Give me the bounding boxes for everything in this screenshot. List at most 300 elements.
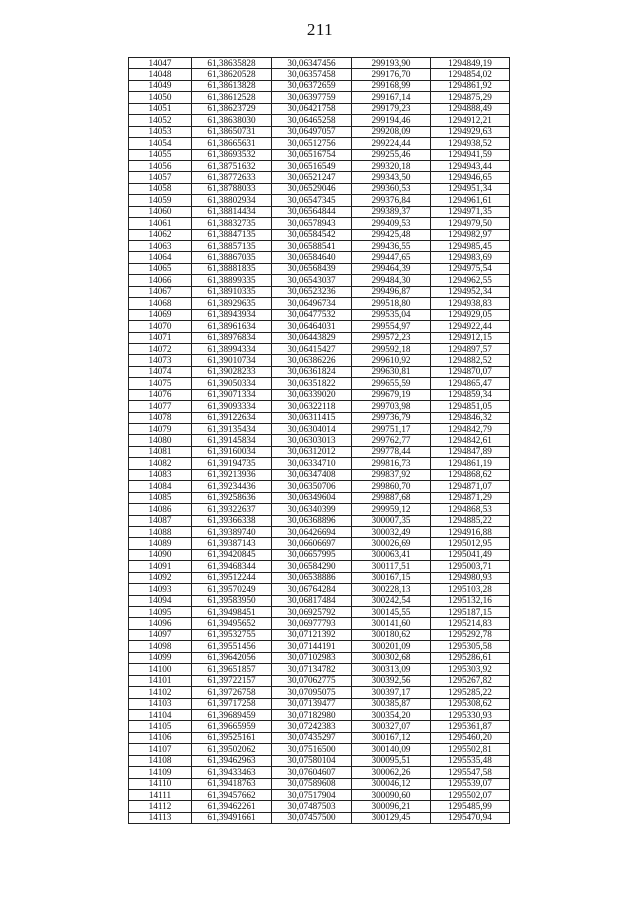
y-coordinate-cell: 1294842,61 [431,435,510,446]
y-coordinate-cell: 1295460,20 [431,732,510,743]
table-row [129,378,510,389]
point-number-cell: 14083 [129,469,192,480]
longitude-cell: 30,06584290 [272,561,352,572]
table-row [129,309,510,320]
point-number-cell: 14062 [129,229,192,240]
table-row [129,263,510,274]
x-coordinate-cell: 299703,98 [352,401,431,412]
x-coordinate-cell: 299837,92 [352,469,431,480]
point-number-cell: 14098 [129,641,192,652]
y-coordinate-cell: 1295214,83 [431,618,510,629]
x-coordinate-cell: 299320,18 [352,160,431,171]
table-row [129,744,510,755]
latitude-cell: 61,39495652 [192,618,272,629]
point-number-cell: 14050 [129,92,192,103]
latitude-cell: 61,38788033 [192,183,272,194]
latitude-cell: 61,38650731 [192,126,272,137]
latitude-cell: 61,39457662 [192,790,272,801]
latitude-cell: 61,39145834 [192,435,272,446]
longitude-cell: 30,06312012 [272,446,352,457]
table-row [129,812,510,823]
latitude-cell: 61,39194735 [192,458,272,469]
x-coordinate-cell: 299409,53 [352,218,431,229]
latitude-cell: 61,39389740 [192,526,272,537]
table-row [129,286,510,297]
x-coordinate-cell: 299484,30 [352,275,431,286]
y-coordinate-cell: 1294962,55 [431,275,510,286]
table-row [129,206,510,217]
longitude-cell: 30,07589608 [272,778,352,789]
x-coordinate-cell: 299436,55 [352,241,431,252]
point-number-cell: 14069 [129,309,192,320]
latitude-cell: 61,38635828 [192,58,272,69]
x-coordinate-cell: 299679,19 [352,389,431,400]
y-coordinate-cell: 1294882,52 [431,355,510,366]
latitude-cell: 61,38847135 [192,229,272,240]
point-number-cell: 14058 [129,183,192,194]
latitude-cell: 61,39583950 [192,595,272,606]
longitude-cell: 30,07102983 [272,652,352,663]
y-coordinate-cell: 1294849,19 [431,58,510,69]
y-coordinate-cell: 1294875,29 [431,92,510,103]
point-number-cell: 14059 [129,195,192,206]
longitude-cell: 30,07457500 [272,812,352,823]
x-coordinate-cell: 299389,37 [352,206,431,217]
x-coordinate-cell: 300313,09 [352,664,431,675]
point-number-cell: 14053 [129,126,192,137]
longitude-cell: 30,06334710 [272,458,352,469]
longitude-cell: 30,06588541 [272,241,352,252]
page-number: 211 [306,20,334,39]
longitude-cell: 30,06465258 [272,115,352,126]
latitude-cell: 61,38910335 [192,286,272,297]
longitude-cell: 30,07487503 [272,801,352,812]
table-row [129,641,510,652]
x-coordinate-cell: 299751,17 [352,424,431,435]
longitude-cell: 30,06426694 [272,526,352,537]
y-coordinate-cell: 1294851,05 [431,401,510,412]
longitude-cell: 30,06421758 [272,103,352,114]
y-coordinate-cell: 1294888,49 [431,103,510,114]
y-coordinate-cell: 1295535,48 [431,755,510,766]
x-coordinate-cell: 299343,50 [352,172,431,183]
y-coordinate-cell: 1294871,29 [431,492,510,503]
y-coordinate-cell: 1295041,49 [431,549,510,560]
x-coordinate-cell: 300228,13 [352,584,431,595]
y-coordinate-cell: 1294868,53 [431,504,510,515]
table-row [129,160,510,171]
x-coordinate-cell: 299860,70 [352,481,431,492]
x-coordinate-cell: 299193,90 [352,58,431,69]
x-coordinate-cell: 299208,09 [352,126,431,137]
latitude-cell: 61,38994334 [192,343,272,354]
x-coordinate-cell: 299194,46 [352,115,431,126]
latitude-cell: 61,38772633 [192,172,272,183]
table-row [129,229,510,240]
latitude-cell: 61,38693532 [192,149,272,160]
table-row [129,492,510,503]
latitude-cell: 61,39689459 [192,709,272,720]
x-coordinate-cell: 299572,23 [352,332,431,343]
point-number-cell: 14075 [129,378,192,389]
y-coordinate-cell: 1295285,22 [431,687,510,698]
y-coordinate-cell: 1294975,54 [431,263,510,274]
x-coordinate-cell: 299167,14 [352,92,431,103]
latitude-cell: 61,39570249 [192,584,272,595]
point-number-cell: 14090 [129,549,192,560]
longitude-cell: 30,06322118 [272,401,352,412]
x-coordinate-cell: 300392,56 [352,675,431,686]
x-coordinate-cell: 299464,39 [352,263,431,274]
x-coordinate-cell: 300117,51 [352,561,431,572]
latitude-cell: 61,38612528 [192,92,272,103]
table-row [129,732,510,743]
latitude-cell: 61,38867035 [192,252,272,263]
x-coordinate-cell: 300063,41 [352,549,431,560]
y-coordinate-cell: 1295292,78 [431,629,510,640]
longitude-cell: 30,06349604 [272,492,352,503]
table-row [129,138,510,149]
latitude-cell: 61,39726758 [192,687,272,698]
x-coordinate-cell: 300167,12 [352,732,431,743]
latitude-cell: 61,38976834 [192,332,272,343]
table-row [129,458,510,469]
point-number-cell: 14097 [129,629,192,640]
point-number-cell: 14095 [129,607,192,618]
longitude-cell: 30,06496734 [272,298,352,309]
longitude-cell: 30,06564844 [272,206,352,217]
x-coordinate-cell: 299592,18 [352,343,431,354]
latitude-cell: 61,38638030 [192,115,272,126]
y-coordinate-cell: 1294871,07 [431,481,510,492]
point-number-cell: 14067 [129,286,192,297]
y-coordinate-cell: 1294912,21 [431,115,510,126]
point-number-cell: 14108 [129,755,192,766]
y-coordinate-cell: 1294929,63 [431,126,510,137]
table-row [129,389,510,400]
x-coordinate-cell: 300385,87 [352,698,431,709]
point-number-cell: 14111 [129,790,192,801]
x-coordinate-cell: 299554,97 [352,321,431,332]
x-coordinate-cell: 299816,73 [352,458,431,469]
table-row [129,172,510,183]
longitude-cell: 30,07517904 [272,790,352,801]
point-number-cell: 14104 [129,709,192,720]
point-number-cell: 14049 [129,80,192,91]
y-coordinate-cell: 1294971,35 [431,206,510,217]
latitude-cell: 61,38665631 [192,138,272,149]
point-number-cell: 14096 [129,618,192,629]
y-coordinate-cell: 1294912,15 [431,332,510,343]
y-coordinate-cell: 1294885,22 [431,515,510,526]
longitude-cell: 30,07144191 [272,641,352,652]
y-coordinate-cell: 1294861,19 [431,458,510,469]
longitude-cell: 30,06543037 [272,275,352,286]
x-coordinate-cell: 300201,09 [352,641,431,652]
point-number-cell: 14086 [129,504,192,515]
table-row [129,80,510,91]
latitude-cell: 61,39093334 [192,401,272,412]
longitude-cell: 30,07516500 [272,744,352,755]
x-coordinate-cell: 300026,69 [352,538,431,549]
point-number-cell: 14089 [129,538,192,549]
latitude-cell: 61,39135434 [192,424,272,435]
y-coordinate-cell: 1294946,65 [431,172,510,183]
longitude-cell: 30,06516754 [272,149,352,160]
x-coordinate-cell: 300007,35 [352,515,431,526]
latitude-cell: 61,39525161 [192,732,272,743]
point-number-cell: 14074 [129,366,192,377]
y-coordinate-cell: 1294941,59 [431,149,510,160]
x-coordinate-cell: 300145,55 [352,607,431,618]
table-row [129,549,510,560]
y-coordinate-cell: 1294929,05 [431,309,510,320]
x-coordinate-cell: 299360,53 [352,183,431,194]
y-coordinate-cell: 1294870,07 [431,366,510,377]
longitude-cell: 30,06764284 [272,584,352,595]
point-number-cell: 14103 [129,698,192,709]
latitude-cell: 61,38899335 [192,275,272,286]
point-number-cell: 14088 [129,526,192,537]
latitude-cell: 61,39420845 [192,549,272,560]
table-row [129,481,510,492]
y-coordinate-cell: 1294842,79 [431,424,510,435]
table-row [129,687,510,698]
y-coordinate-cell: 1295485,99 [431,801,510,812]
longitude-cell: 30,06311415 [272,412,352,423]
longitude-cell: 30,06350706 [272,481,352,492]
x-coordinate-cell: 299176,70 [352,69,431,80]
table-row [129,595,510,606]
point-number-cell: 14113 [129,812,192,823]
point-number-cell: 14057 [129,172,192,183]
table-row [129,218,510,229]
point-number-cell: 14105 [129,721,192,732]
y-coordinate-cell: 1294847,89 [431,446,510,457]
point-number-cell: 14102 [129,687,192,698]
latitude-cell: 61,39462963 [192,755,272,766]
latitude-cell: 61,38943934 [192,309,272,320]
x-coordinate-cell: 299376,84 [352,195,431,206]
table-row [129,115,510,126]
table-row [129,709,510,720]
y-coordinate-cell: 1294922,44 [431,321,510,332]
longitude-cell: 30,06584640 [272,252,352,263]
x-coordinate-cell: 300129,45 [352,812,431,823]
longitude-cell: 30,07062775 [272,675,352,686]
x-coordinate-cell: 300046,12 [352,778,431,789]
x-coordinate-cell: 299887,68 [352,492,431,503]
longitude-cell: 30,06547345 [272,195,352,206]
longitude-cell: 30,06372659 [272,80,352,91]
table-row [129,618,510,629]
coordinate-table-container [128,57,509,824]
point-number-cell: 14082 [129,458,192,469]
y-coordinate-cell: 1295267,82 [431,675,510,686]
y-coordinate-cell: 1294951,34 [431,183,510,194]
longitude-cell: 30,06584542 [272,229,352,240]
table-row [129,698,510,709]
longitude-cell: 30,06568439 [272,263,352,274]
table-row [129,343,510,354]
y-coordinate-cell: 1295502,07 [431,790,510,801]
table-row [129,652,510,663]
latitude-cell: 61,38802934 [192,195,272,206]
point-number-cell: 14066 [129,275,192,286]
latitude-cell: 61,38814434 [192,206,272,217]
point-number-cell: 14087 [129,515,192,526]
table-row [129,778,510,789]
y-coordinate-cell: 1294979,50 [431,218,510,229]
point-number-cell: 14051 [129,103,192,114]
latitude-cell: 61,39717258 [192,698,272,709]
latitude-cell: 61,39387143 [192,538,272,549]
point-number-cell: 14073 [129,355,192,366]
x-coordinate-cell: 300090,60 [352,790,431,801]
table-row [129,252,510,263]
latitude-cell: 61,39665959 [192,721,272,732]
point-number-cell: 14068 [129,298,192,309]
point-number-cell: 14076 [129,389,192,400]
y-coordinate-cell: 1295547,58 [431,767,510,778]
table-row [129,332,510,343]
longitude-cell: 30,07121392 [272,629,352,640]
table-row [129,412,510,423]
point-number-cell: 14047 [129,58,192,69]
longitude-cell: 30,07580104 [272,755,352,766]
latitude-cell: 61,39498451 [192,607,272,618]
longitude-cell: 30,06497057 [272,126,352,137]
point-number-cell: 14094 [129,595,192,606]
latitude-cell: 61,38857135 [192,241,272,252]
longitude-cell: 30,06977793 [272,618,352,629]
table-row [129,446,510,457]
latitude-cell: 61,39322637 [192,504,272,515]
point-number-cell: 14079 [129,424,192,435]
x-coordinate-cell: 299535,04 [352,309,431,320]
x-coordinate-cell: 299179,23 [352,103,431,114]
table-row [129,584,510,595]
longitude-cell: 30,07095075 [272,687,352,698]
point-number-cell: 14077 [129,401,192,412]
y-coordinate-cell: 1294961,61 [431,195,510,206]
y-coordinate-cell: 1295305,58 [431,641,510,652]
latitude-cell: 61,39433463 [192,767,272,778]
longitude-cell: 30,06351822 [272,378,352,389]
longitude-cell: 30,06304014 [272,424,352,435]
longitude-cell: 30,06347456 [272,58,352,69]
y-coordinate-cell: 1295330,93 [431,709,510,720]
table-row [129,149,510,160]
x-coordinate-cell: 299447,65 [352,252,431,263]
x-coordinate-cell: 300397,17 [352,687,431,698]
table-row [129,664,510,675]
y-coordinate-cell: 1294846,32 [431,412,510,423]
table-row [129,321,510,332]
latitude-cell: 61,39028233 [192,366,272,377]
y-coordinate-cell: 1294861,92 [431,80,510,91]
table-row [129,801,510,812]
longitude-cell: 30,06817484 [272,595,352,606]
x-coordinate-cell: 300167,15 [352,572,431,583]
point-number-cell: 14052 [129,115,192,126]
longitude-cell: 30,06516549 [272,160,352,171]
y-coordinate-cell: 1294983,69 [431,252,510,263]
longitude-cell: 30,06529046 [272,183,352,194]
latitude-cell: 61,39651857 [192,664,272,675]
table-row [129,92,510,103]
latitude-cell: 61,39418763 [192,778,272,789]
latitude-cell: 61,39722157 [192,675,272,686]
latitude-cell: 61,39160034 [192,446,272,457]
longitude-cell: 30,06397759 [272,92,352,103]
latitude-cell: 61,39050334 [192,378,272,389]
x-coordinate-cell: 299736,79 [352,412,431,423]
point-number-cell: 14084 [129,481,192,492]
y-coordinate-cell: 1295308,62 [431,698,510,709]
latitude-cell: 61,38929635 [192,298,272,309]
table-row [129,435,510,446]
x-coordinate-cell: 299959,12 [352,504,431,515]
latitude-cell: 61,39642056 [192,652,272,663]
latitude-cell: 61,39366338 [192,515,272,526]
longitude-cell: 30,06578943 [272,218,352,229]
longitude-cell: 30,06925792 [272,607,352,618]
y-coordinate-cell: 1295003,71 [431,561,510,572]
y-coordinate-cell: 1294985,45 [431,241,510,252]
longitude-cell: 30,06357458 [272,69,352,80]
y-coordinate-cell: 1295286,61 [431,652,510,663]
table-row [129,183,510,194]
longitude-cell: 30,07435297 [272,732,352,743]
table-row [129,241,510,252]
latitude-cell: 61,38620528 [192,69,272,80]
longitude-cell: 30,07134782 [272,664,352,675]
y-coordinate-cell: 1295103,28 [431,584,510,595]
table-row [129,401,510,412]
table-row [129,275,510,286]
longitude-cell: 30,06361824 [272,366,352,377]
table-row [129,355,510,366]
point-number-cell: 14099 [129,652,192,663]
point-number-cell: 14063 [129,241,192,252]
y-coordinate-cell: 1294854,02 [431,69,510,80]
point-number-cell: 14106 [129,732,192,743]
point-number-cell: 14092 [129,572,192,583]
longitude-cell: 30,06477532 [272,309,352,320]
latitude-cell: 61,39468344 [192,561,272,572]
table-row [129,366,510,377]
latitude-cell: 61,39532755 [192,629,272,640]
longitude-cell: 30,06368896 [272,515,352,526]
latitude-cell: 61,39213936 [192,469,272,480]
y-coordinate-cell: 1294982,97 [431,229,510,240]
x-coordinate-cell: 299610,92 [352,355,431,366]
longitude-cell: 30,06521247 [272,172,352,183]
latitude-cell: 61,39258636 [192,492,272,503]
x-coordinate-cell: 300096,21 [352,801,431,812]
latitude-cell: 61,39491661 [192,812,272,823]
x-coordinate-cell: 300327,07 [352,721,431,732]
table-row [129,767,510,778]
latitude-cell: 61,38961634 [192,321,272,332]
table-row [129,103,510,114]
y-coordinate-cell: 1295470,94 [431,812,510,823]
x-coordinate-cell: 299630,81 [352,366,431,377]
longitude-cell: 30,06523236 [272,286,352,297]
point-number-cell: 14100 [129,664,192,675]
y-coordinate-cell: 1294865,47 [431,378,510,389]
